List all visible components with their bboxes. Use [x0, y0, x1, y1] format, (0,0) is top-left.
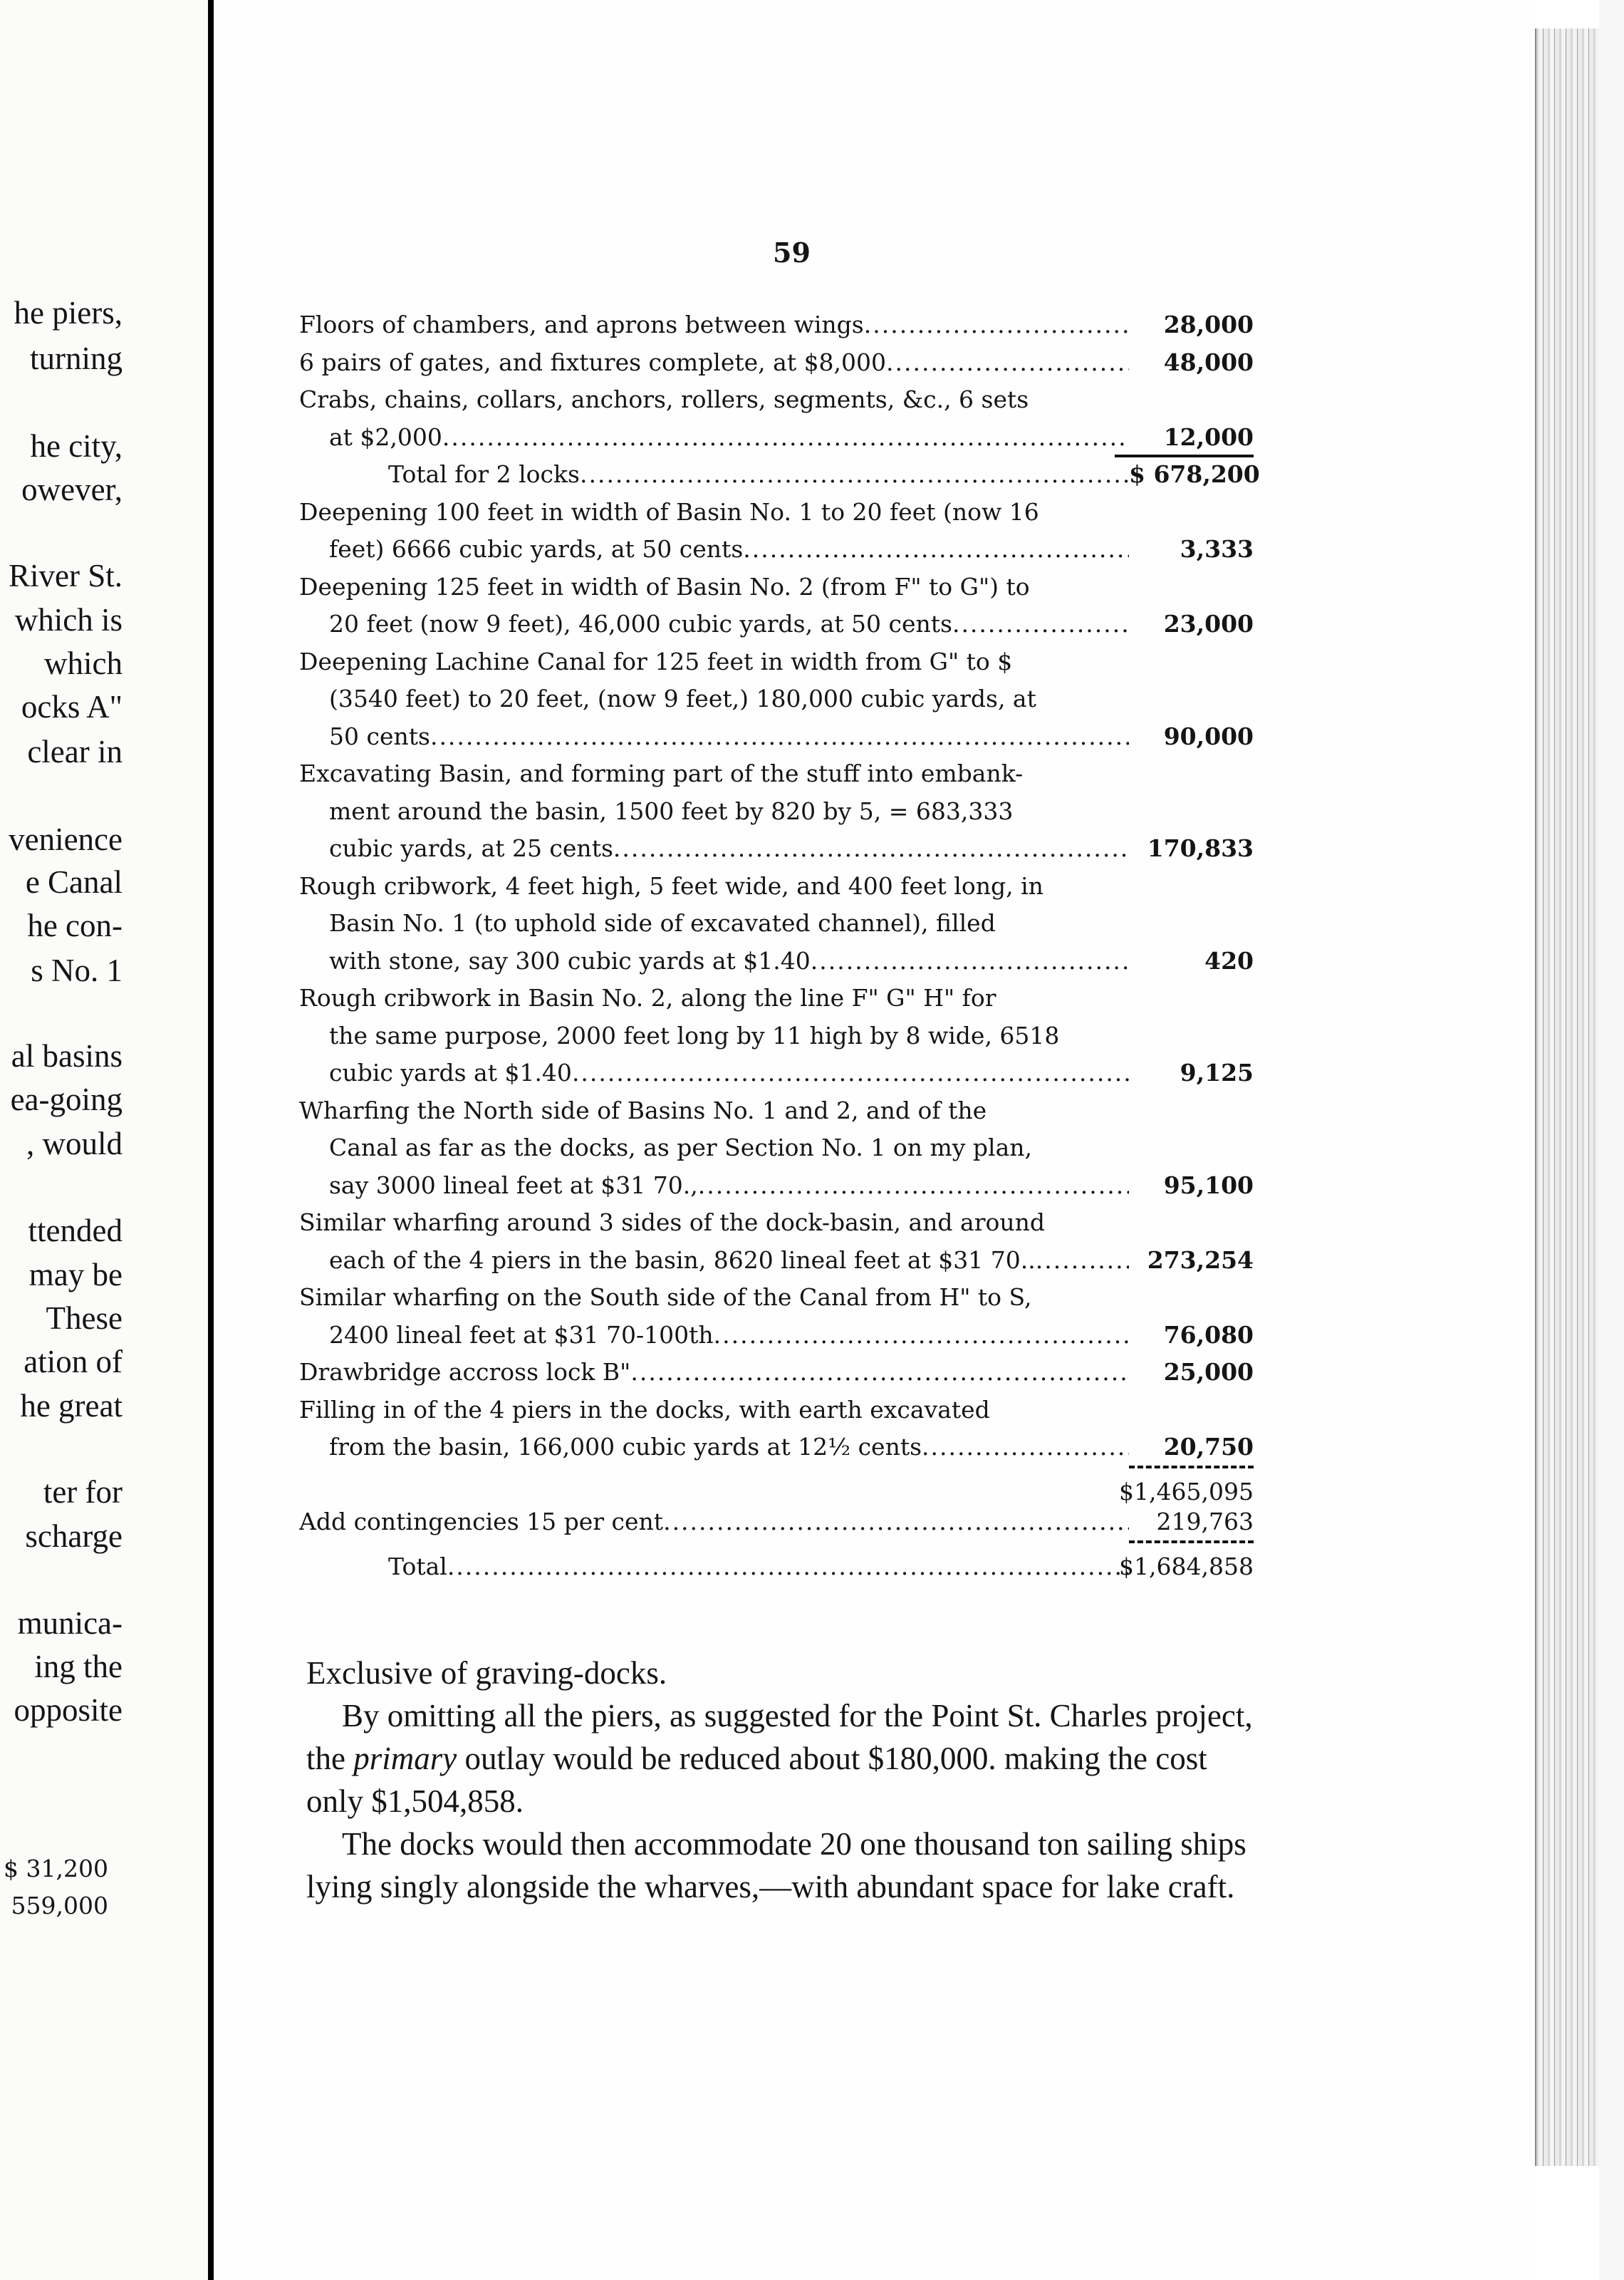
table-row	[299, 381, 1254, 419]
item-amount: 76,080	[1163, 1320, 1254, 1349]
left-text-line: ing the	[34, 1649, 123, 1684]
item-description: (3540 feet) to 20 feet, (now 9 feet,) 180,000 cubic yards, at	[329, 685, 1036, 712]
table-row	[299, 1466, 1254, 1504]
left-text-line: e Canal	[25, 864, 123, 900]
item-description: with stone, say 300 cubic yards at $1.40 .....	[329, 943, 1129, 980]
table-row	[299, 793, 1254, 831]
item-description: the same purpose, 2000 feet long by 11 high by 8 wide, 6518	[329, 1021, 1060, 1050]
item-amount: 28,000	[1163, 311, 1254, 338]
table-row	[299, 1242, 1254, 1280]
item-amount: 90,000	[1163, 722, 1254, 750]
left-text-line: ter for	[43, 1474, 123, 1510]
table-row	[299, 905, 1254, 943]
table-row	[299, 1017, 1254, 1055]
item-description: Rough cribwork in Basin No. 2, along the line F" G" H" for	[299, 984, 996, 1012]
paragraph-text: By omitting all the piers, as suggested for the Point St. Charles project, the	[306, 1698, 1253, 1776]
page-edges	[1535, 28, 1600, 2166]
item-description: Similar wharfing on the South side of the Canal from H" to S,	[299, 1283, 1032, 1311]
left-text-line: he con-	[27, 908, 123, 943]
item-description: Crabs, chains, collars, anchors, rollers, segments, &c., 6 sets	[299, 385, 1029, 413]
item-description: Deepening 125 feet in width of Basin No. 2 (from F" to G") to	[299, 572, 1030, 601]
item-description: ment around the basin, 1500 feet by 820 by 5, = 683,333	[329, 797, 1014, 825]
paragraph	[306, 1694, 1254, 1823]
left-text-line: ea-going	[10, 1082, 123, 1117]
item-description: Filling in of the 4 piers in the docks, with earth excavated	[299, 1395, 990, 1424]
item-amount: 48,000	[1163, 348, 1254, 376]
item-description: Add contingencies 15 per cent .....	[299, 1503, 1129, 1541]
page-number: 59	[773, 237, 811, 269]
item-description: Basin No. 1 (to uphold side of excavated channel), filled	[329, 909, 996, 937]
exclusive-note: Exclusive of graving-docks.	[306, 1655, 667, 1691]
left-text-line: he city,	[30, 428, 123, 464]
table-row	[299, 1354, 1254, 1392]
item-description: each of the 4 piers in the basin, 8620 lineal feet at $31 70.. .....	[329, 1242, 1129, 1280]
grand-total-amount: $1,684,858	[1119, 1552, 1254, 1580]
left-text-line: he piers,	[14, 295, 123, 331]
left-text-line: owever,	[21, 472, 123, 507]
left-text-line: may be	[28, 1257, 123, 1292]
left-text-line: which	[44, 646, 123, 681]
left-figure: $ 31,200	[4, 1855, 108, 1882]
table-row	[299, 494, 1254, 532]
item-description: Similar wharfing around 3 sides of the dock-basin, and around	[299, 1208, 1045, 1236]
left-text-line: clear in	[27, 734, 123, 770]
item-description: 6 pairs of gates, and fixtures complete, at $8,000 .....	[299, 344, 1129, 382]
left-text-line: ocks A"	[21, 689, 123, 725]
table-row	[299, 1429, 1254, 1466]
left-text-line: River St.	[8, 558, 123, 594]
item-description: Excavating Basin, and forming part of the stuff into embank-	[299, 760, 1024, 787]
table-row	[299, 1541, 1254, 1579]
left-text-line: s No. 1	[31, 953, 123, 988]
item-amount: 95,100	[1163, 1171, 1254, 1199]
left-text-line: , would	[26, 1126, 123, 1161]
left-text-line: scharge	[25, 1518, 123, 1554]
left-text-line: ttended	[28, 1213, 123, 1248]
left-figure: 559,000	[11, 1892, 108, 1919]
subtotal-amount: $1,465,095	[1119, 1477, 1254, 1506]
item-description: Canal as far as the docks, as per Section No. 1 on my plan,	[329, 1134, 1032, 1161]
table-row	[299, 1092, 1254, 1130]
left-text-line: he great	[20, 1388, 123, 1424]
table-row	[299, 456, 1260, 494]
table-row	[299, 830, 1254, 868]
table-row	[299, 1279, 1254, 1317]
item-description: from the basin, 166,000 cubic yards at 12½ cents .....	[329, 1429, 1129, 1466]
item-description: feet) 6666 cubic yards, at 50 cents .....	[329, 531, 1129, 569]
item-amount: 273,254	[1147, 1245, 1254, 1274]
item-description: Total for 2 locks .....	[388, 456, 1129, 494]
paragraph: The docks would then accommodate 20 one thousand ton sailing ships lying singly alongside the wharves,—with abundant space for lake craft.	[306, 1826, 1246, 1905]
item-amount: 12,000	[1163, 423, 1254, 451]
item-description: Deepening Lachine Canal for 125 feet in width from G" to $	[299, 647, 1013, 675]
left-text-line: turning	[30, 341, 123, 376]
table-row	[299, 569, 1254, 606]
table-row	[299, 606, 1254, 643]
table-row	[299, 868, 1254, 906]
table-row	[299, 980, 1254, 1017]
item-description: Deepening 100 feet in width of Basin No. 1 to 20 feet (now 16	[299, 497, 1039, 526]
left-text-line: ation of	[24, 1344, 123, 1379]
left-text-line: munica-	[17, 1605, 123, 1641]
left-text-line: venience	[9, 822, 123, 857]
table-row	[299, 1392, 1254, 1429]
table-row	[299, 643, 1254, 681]
item-description: Total .....	[388, 1548, 1129, 1586]
item-amount: 3,333	[1180, 535, 1254, 563]
item-description: at $2,000 .....	[329, 419, 1129, 457]
item-description: 50 cents .....	[329, 718, 1129, 756]
item-description: Wharfing the North side of Basins No. 1 and 2, and of the	[299, 1096, 987, 1124]
table-row	[299, 344, 1254, 382]
table-row	[299, 1054, 1254, 1092]
table-row	[299, 755, 1254, 793]
left-text-line: which is	[14, 602, 123, 638]
item-description: cubic yards, at 25 cents .....	[329, 830, 1129, 868]
item-description: Floors of chambers, and aprons between wings .....	[299, 306, 1129, 344]
left-text-line: opposite	[14, 1692, 123, 1728]
table-row	[299, 306, 1254, 344]
closing-prose	[306, 1652, 1254, 1908]
background-margin	[1599, 0, 1624, 2280]
item-description: 2400 lineal feet at $31 70-100th .....	[329, 1317, 1129, 1354]
table-row	[299, 1167, 1254, 1205]
table-row	[299, 1317, 1254, 1354]
item-amount: 25,000	[1163, 1358, 1254, 1386]
item-amount: 420	[1204, 946, 1254, 975]
previous-page-fragment	[0, 0, 208, 2280]
item-description: cubic yards at $1.40 .....	[329, 1054, 1129, 1092]
table-row	[299, 1503, 1254, 1541]
item-amount: 23,000	[1163, 610, 1254, 638]
item-amount: 9,125	[1180, 1059, 1254, 1087]
table-row	[299, 1204, 1254, 1242]
left-text-line: These	[46, 1300, 123, 1336]
table-row	[299, 718, 1254, 756]
item-description: Drawbridge accross lock B" .....	[299, 1354, 1129, 1392]
item-amount: 219,763	[1156, 1508, 1254, 1535]
table-row	[299, 1129, 1254, 1167]
table-row	[299, 680, 1254, 718]
item-amount: 20,750	[1163, 1433, 1254, 1461]
item-amount: 170,833	[1147, 834, 1254, 862]
table-row	[299, 419, 1254, 457]
emphasis: primary	[353, 1741, 457, 1776]
item-amount: $ 678,200	[1129, 460, 1260, 488]
table-row	[299, 943, 1254, 980]
item-description: 20 feet (now 9 feet), 46,000 cubic yards, at 50 cents .....	[329, 606, 1129, 643]
table-row	[299, 531, 1254, 569]
left-text-line: al basins	[11, 1038, 123, 1074]
item-description: say 3000 lineal feet at $31 70., .....	[329, 1167, 1129, 1205]
cost-estimate-table	[299, 306, 1260, 1580]
book-gutter	[208, 0, 214, 2280]
item-description: Rough cribwork, 4 feet high, 5 feet wide, and 400 feet long, in	[299, 871, 1043, 900]
paragraph-text: outlay would be reduced about $180,000. making the cost only $1,504,858.	[306, 1741, 1207, 1819]
